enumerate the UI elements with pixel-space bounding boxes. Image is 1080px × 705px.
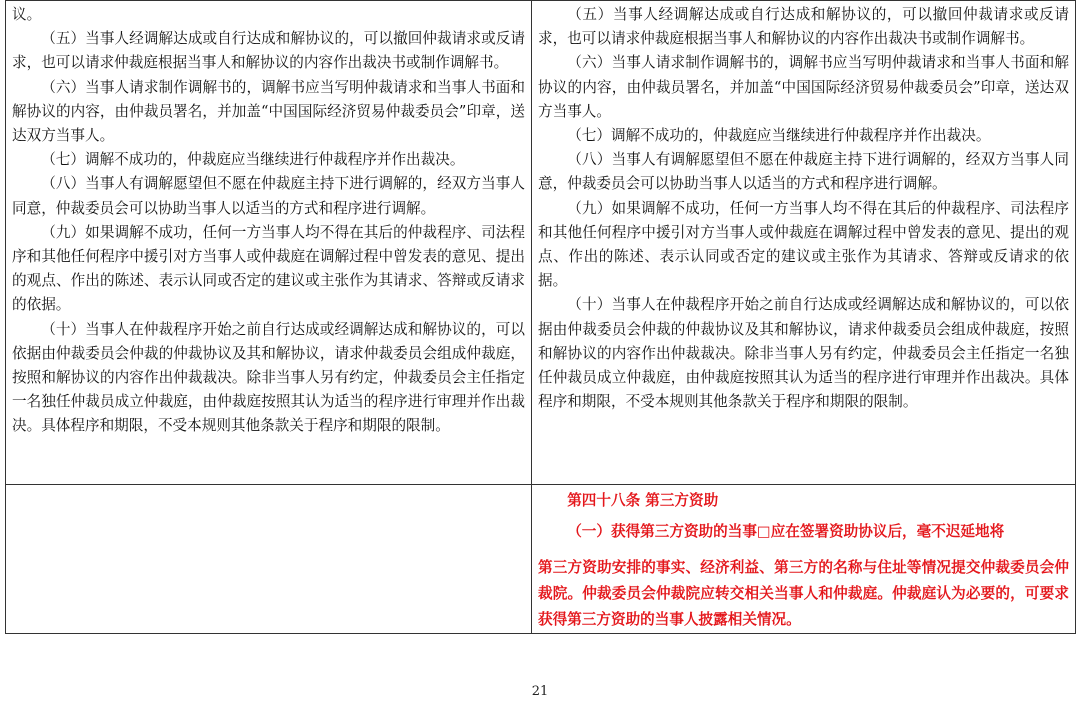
- left-paragraph-5: （九）如果调解不成功，任何一方当事人均不得在其后的仲裁程序、司法程序和其他任何程序中援引对方当事人或仲裁庭在调解过程中曾发表的意见、提出的观点、作出的陈述、表示认同或否定的建议或主张作为其请求、答辩或反请求的依据。: [12, 223, 525, 314]
- right-paragraph-2: （七）调解不成功的，仲裁庭应当继续进行仲裁程序并作出裁决。: [567, 127, 991, 145]
- right-paragraph-4: （九）如果调解不成功，任何一方当事人均不得在其后的仲裁程序、司法程序和其他任何程序中援引对方当事人或仲裁庭在调解过程中曾发表的意见、提出的观点、作出的陈述、表示认同或否定的建议或主张作为其请求、答辩或反请求的依据。: [538, 199, 1069, 290]
- left-column-cell: [6, 1, 532, 485]
- left-paragraph-3: （七）调解不成功的，仲裁庭应当继续进行仲裁程序并作出裁决。: [41, 151, 465, 169]
- left-paragraph-4: （八）当事人有调解愿望但不愿在仲裁庭主持下进行调解的，经双方当事人同意，仲裁委员会可以协助当事人以适当的方式和程序进行调解。: [12, 175, 525, 217]
- article-48-title: 第四十八条 第三方资助: [567, 492, 719, 509]
- table-row: [6, 1, 1076, 485]
- right-paragraph-0: （五）当事人经调解达成或自行达成和解协议的，可以撤回仲裁请求或反请求，也可以请求仲裁庭根据当事人和解协议的内容作出裁决书或制作调解书。: [538, 6, 1069, 48]
- left-empty-cell: [6, 485, 532, 634]
- right-paragraph-3: （八）当事人有调解愿望但不愿在仲裁庭主持下进行调解的，经双方当事人同意，仲裁委员会可以协助当事人以适当的方式和程序进行调解。: [538, 151, 1069, 193]
- page-number: 21: [531, 684, 549, 699]
- article-48-paragraph-2: 第三方资助安排的事实、经济利益、第三方的名称与住址等情况提交仲裁委员会仲裁院。仲裁委员会仲裁院应转交相关当事人和仲裁庭。仲裁庭认为必要的，可要求获得第三方资助的当事人披露相关情况。: [538, 559, 1069, 629]
- left-paragraph-0: 议。: [12, 6, 42, 23]
- article-48-paragraph-1: （一）获得第三方资助的当事□应在签署资助协议后，毫不迟延地将: [567, 523, 1005, 541]
- left-paragraph-6: （十）当事人在仲裁程序开始之前自行达成或经调解达成和解协议的，可以依据由仲裁委员会仲裁的仲裁协议及其和解协议，请求仲裁委员会组成仲裁庭，按照和解协议的内容作出仲裁裁决。除非当事人另有约定，仲裁委员会主任指定一名独任仲裁员成立仲裁庭，由仲裁庭按照其认为适当的程序进行审理并作出裁决。具体程序和期限，不受本规则其他条款关于程序和期限的限制。: [12, 320, 525, 435]
- right-column-cell: [532, 1, 1076, 485]
- left-paragraph-1: （五）当事人经调解达成或自行达成和解协议的，可以撤回仲裁请求或反请求，也可以请求仲裁庭根据当事人和解协议的内容作出裁决书或制作调解书。: [12, 30, 525, 72]
- table-row: [6, 485, 1076, 634]
- right-paragraph-5: （十）当事人在仲裁程序开始之前自行达成或经调解达成和解协议的，可以依据由仲裁委员会仲裁的仲裁协议及其和解协议，请求仲裁委员会组成仲裁庭，按照和解协议的内容作出仲裁裁决。除非当事人另有约定，仲裁委员会主任指定一名独任仲裁员成立仲裁庭，由仲裁庭按照其认为适当的程序进行审理并作出裁决。具体程序和期限，不受本规则其他条款关于程序和期限的限制。: [538, 296, 1069, 411]
- right-paragraph-1: （六）当事人请求制作调解书的，调解书应当写明仲裁请求和当事人书面和解协议的内容，由仲裁员署名，并加盖“中国国际经济贸易仲裁委员会”印章，送达双方当事人。: [538, 54, 1069, 120]
- new-article-cell: [532, 485, 1076, 634]
- left-paragraph-2: （六）当事人请求制作调解书的，调解书应当写明仲裁请求和当事人书面和解协议的内容，由仲裁员署名，并加盖“中国国际经济贸易仲裁委员会”印章，送达双方当事人。: [12, 78, 525, 145]
- comparison-table: [5, 0, 1076, 634]
